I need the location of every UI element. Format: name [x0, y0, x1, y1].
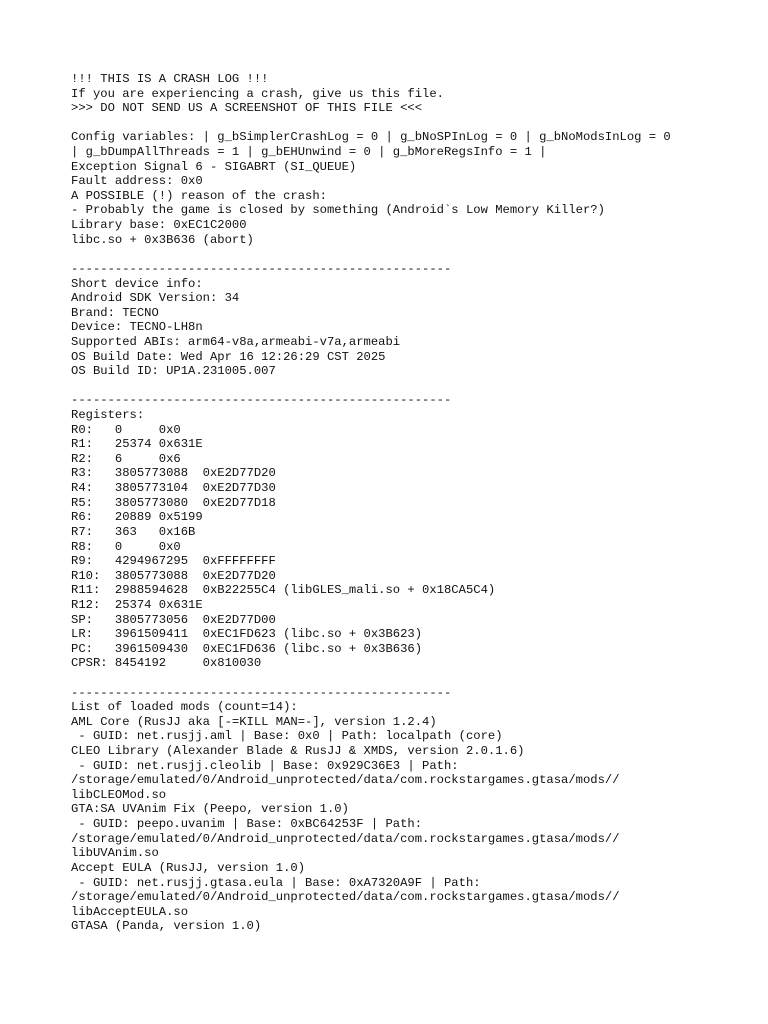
crash-log-header: !!! THIS IS A CRASH LOG !!!	[71, 72, 269, 86]
register-line: R6: 20889 0x5199	[71, 510, 203, 525]
mod-guid-line: - GUID: peepo.uvanim | Base: 0xBC64253F | Path:	[71, 817, 423, 832]
mod-guid-line: - GUID: net.rusjj.cleolib | Base: 0x929C36E3 | Path:	[71, 758, 459, 773]
section-divider: ----------------------------------------------------	[71, 261, 452, 276]
register-line: R0: 0 0x0	[71, 422, 181, 437]
device-info-line: Supported ABIs: arm64-v8a,armeabi-v7a,armeabi	[71, 334, 401, 349]
register-line: R11: 2988594628 0xB22255C4 (libGLES_mali.so + 0x18CA5C4)	[71, 583, 496, 598]
mod-name-line: GTASA (Panda, version 1.0)	[71, 919, 262, 934]
crash-log-document	[71, 72, 751, 934]
device-info-heading: Short device info:	[71, 276, 203, 291]
crash-reason-line: - Probably the game is closed by something (Android`s Low Memory Killer?)	[71, 203, 605, 218]
mod-path-line: /storage/emulated/0/Android_unprotected/data/com.rockstargames.gtasa/mods//	[71, 773, 620, 788]
section-divider: ----------------------------------------------------	[71, 393, 452, 408]
register-line: SP: 3805773056 0xE2D77D00	[71, 612, 276, 627]
device-info-line: OS Build ID: UP1A.231005.007	[71, 364, 276, 379]
register-line: R8: 0 0x0	[71, 539, 181, 554]
mod-name-line: CLEO Library (Alexander Blade & RusJJ & XMDS, version 2.0.1.6)	[71, 744, 525, 759]
mod-guid-line: - GUID: net.rusjj.aml | Base: 0x0 | Path: localpath (core)	[71, 729, 503, 744]
device-info-line: Brand: TECNO	[71, 305, 159, 320]
register-line: PC: 3961509430 0xEC1FD636 (libc.so + 0x3B636)	[71, 641, 423, 656]
mod-name-line: GTA:SA UVAnim Fix (Peepo, version 1.0)	[71, 802, 349, 817]
mod-guid-line: - GUID: net.rusjj.gtasa.eula | Base: 0xA7320A9F | Path:	[71, 875, 481, 890]
mod-path-line: /storage/emulated/0/Android_unprotected/data/com.rockstargames.gtasa/mods//	[71, 831, 620, 846]
register-line: R10: 3805773088 0xE2D77D20	[71, 568, 276, 583]
register-line: R7: 363 0x16B	[71, 524, 196, 539]
register-line: R2: 6 0x6	[71, 451, 181, 466]
registers-heading: Registers:	[71, 408, 145, 423]
config-variables-line: | g_bDumpAllThreads = 1 | g_bEHUnwind = 0 | g_bMoreRegsInfo = 1 |	[71, 145, 547, 160]
register-line: R12: 25374 0x631E	[71, 597, 203, 612]
crash-reason-heading: A POSSIBLE (!) reason of the crash:	[71, 188, 327, 203]
device-info-line: OS Build Date: Wed Apr 16 12:26:29 CST 2025	[71, 349, 386, 364]
section-divider: ----------------------------------------------------	[71, 685, 452, 700]
blank-line	[71, 671, 751, 686]
crash-log-instruction: If you are experiencing a crash, give us this file.	[71, 86, 444, 101]
mod-file-line: libCLEOMod.so	[71, 787, 167, 802]
blank-line	[71, 247, 751, 262]
exception-signal-line: Exception Signal 6 - SIGABRT (SI_QUEUE)	[71, 159, 357, 174]
mod-name-line: Accept EULA (RusJJ, version 1.0)	[71, 860, 306, 875]
mod-file-line: libUVAnim.so	[71, 846, 159, 861]
register-line: R4: 3805773104 0xE2D77D30	[71, 481, 276, 496]
mod-file-line: libAcceptEULA.so	[71, 904, 189, 919]
fault-address-line: Fault address: 0x0	[71, 174, 203, 189]
register-line: R9: 4294967295 0xFFFFFFFF	[71, 554, 276, 569]
mod-path-line: /storage/emulated/0/Android_unprotected/data/com.rockstargames.gtasa/mods//	[71, 890, 620, 905]
register-line: R1: 25374 0x631E	[71, 437, 203, 452]
register-line: R3: 3805773088 0xE2D77D20	[71, 466, 276, 481]
device-info-line: Android SDK Version: 34	[71, 291, 240, 306]
register-line: R5: 3805773080 0xE2D77D18	[71, 495, 276, 510]
library-base-line: Library base: 0xEC1C2000	[71, 218, 247, 233]
device-info-line: Device: TECNO-LH8n	[71, 320, 203, 335]
register-line: LR: 3961509411 0xEC1FD623 (libc.so + 0x3B623)	[71, 627, 423, 642]
mod-name-line: AML Core (RusJJ aka [-=KILL MAN=-], version 1.2.4)	[71, 714, 437, 729]
loaded-mods-heading: List of loaded mods (count=14):	[71, 700, 298, 715]
crash-log-warning: >>> DO NOT SEND US A SCREENSHOT OF THIS FILE <<<	[71, 101, 423, 116]
blank-line	[71, 116, 751, 131]
blank-line	[71, 379, 751, 394]
crash-location-line: libc.so + 0x3B636 (abort)	[71, 232, 254, 247]
config-variables-line: Config variables: | g_bSimplerCrashLog = 0 | g_bNoSPInLog = 0 | g_bNoModsInLog = 0	[71, 130, 671, 145]
register-line: CPSR: 8454192 0x810030	[71, 656, 262, 671]
